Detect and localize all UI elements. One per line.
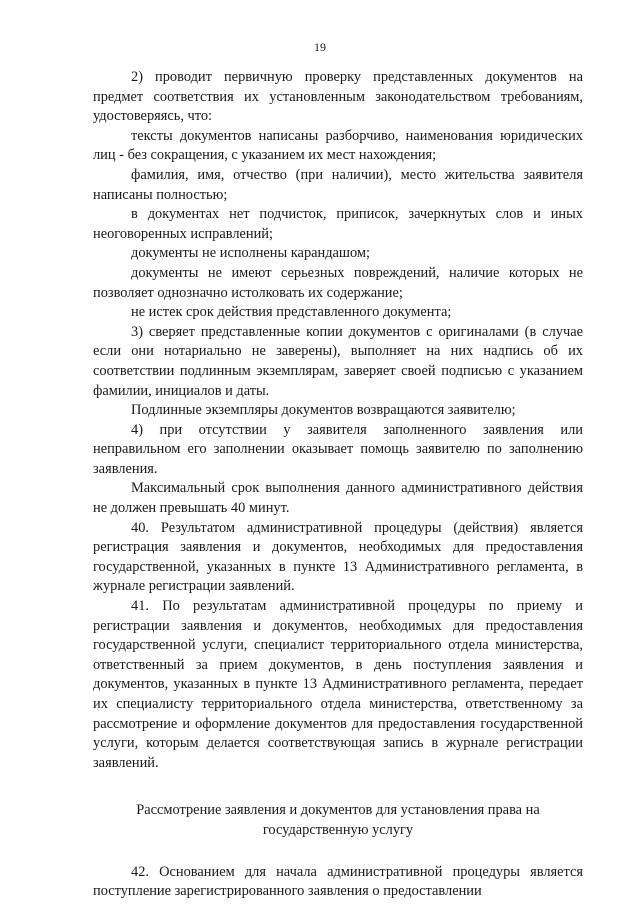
section-heading-line-1: Рассмотрение заявления и документов для установления права на	[136, 802, 540, 819]
paragraph-item-41: 41. По результатам административной процедуры по приему и регистрации заявления и документов, необходимых для предоставления государственной услуги, специалист территориального отдела министерства, ответственный за прием документов, в день поступления заявления и документов, указанных в пункте 13 Административного регламента, передает их специалисту территориального отдела министерства, ответственному за рассмотрение и оформление документов для предоставления государственной услуги, которым делается соответствующая запись в журнале регистрации заявлений.	[93, 598, 583, 771]
paragraph-item-42: 42. Основанием для начала административной процедуры является поступление зарегистрированного заявления о предоставлении	[93, 863, 583, 900]
paragraph-no-erasures: в документах нет подчисток, приписок, зачеркнутых слов и иных неоговоренных исправлений;	[93, 206, 583, 242]
paragraph-item-2: 2) проводит первичную проверку представленных документов на предмет соответствия их установленным законодательством требованиям, удостоверяясь, что:	[93, 69, 583, 125]
paragraph-item-4: 4) при отсутствии у заявителя заполненного заявления или неправильном его заполнении оказывает помощь заявителю по заполнению заявления.	[93, 421, 583, 477]
paragraph-item-3: 3) сверяет представленные копии документов с оригиналами (в случае если они нотариально не заверены), выполняет на них надпись об их соответствии подлинным экземплярам, заверяет своей подписью с указанием фамилии, инициалов и даты.	[93, 323, 583, 399]
paragraph-no-pencil: документы не исполнены карандашом;	[131, 245, 371, 262]
paragraph-texts-legible: тексты документов написаны разборчиво, наименования юридических лиц - без сокращения, с указанием их мест нахождения;	[93, 127, 583, 164]
paragraph-full-name: фамилия, имя, отчество (при наличии), место жительства заявителя написаны полностью;	[93, 166, 583, 203]
section-heading	[93, 801, 583, 840]
section-heading-line-2: государственную услугу	[262, 821, 414, 838]
paragraph-originals-returned: Подлинные экземпляры документов возвращаются заявителю;	[131, 402, 516, 419]
paragraph-no-damage: документы не имеют серьезных повреждений, наличие которых не позволяет однозначно истолковать их содержание;	[93, 264, 583, 301]
paragraph-max-duration: Максимальный срок выполнения данного административного действия не должен превышать 40 минут.	[93, 480, 583, 517]
document-body	[93, 68, 583, 902]
paragraph-item-40: 40. Результатом административной процедуры (действия) является регистрация заявления и документов, необходимых для предоставления государственной, указанных в пункте 13 Административного регламента, в журнале регистрации заявлений.	[93, 519, 583, 595]
page-number: 19	[314, 40, 326, 54]
paragraph-not-expired: не истек срок действия представленного документа;	[131, 304, 452, 321]
